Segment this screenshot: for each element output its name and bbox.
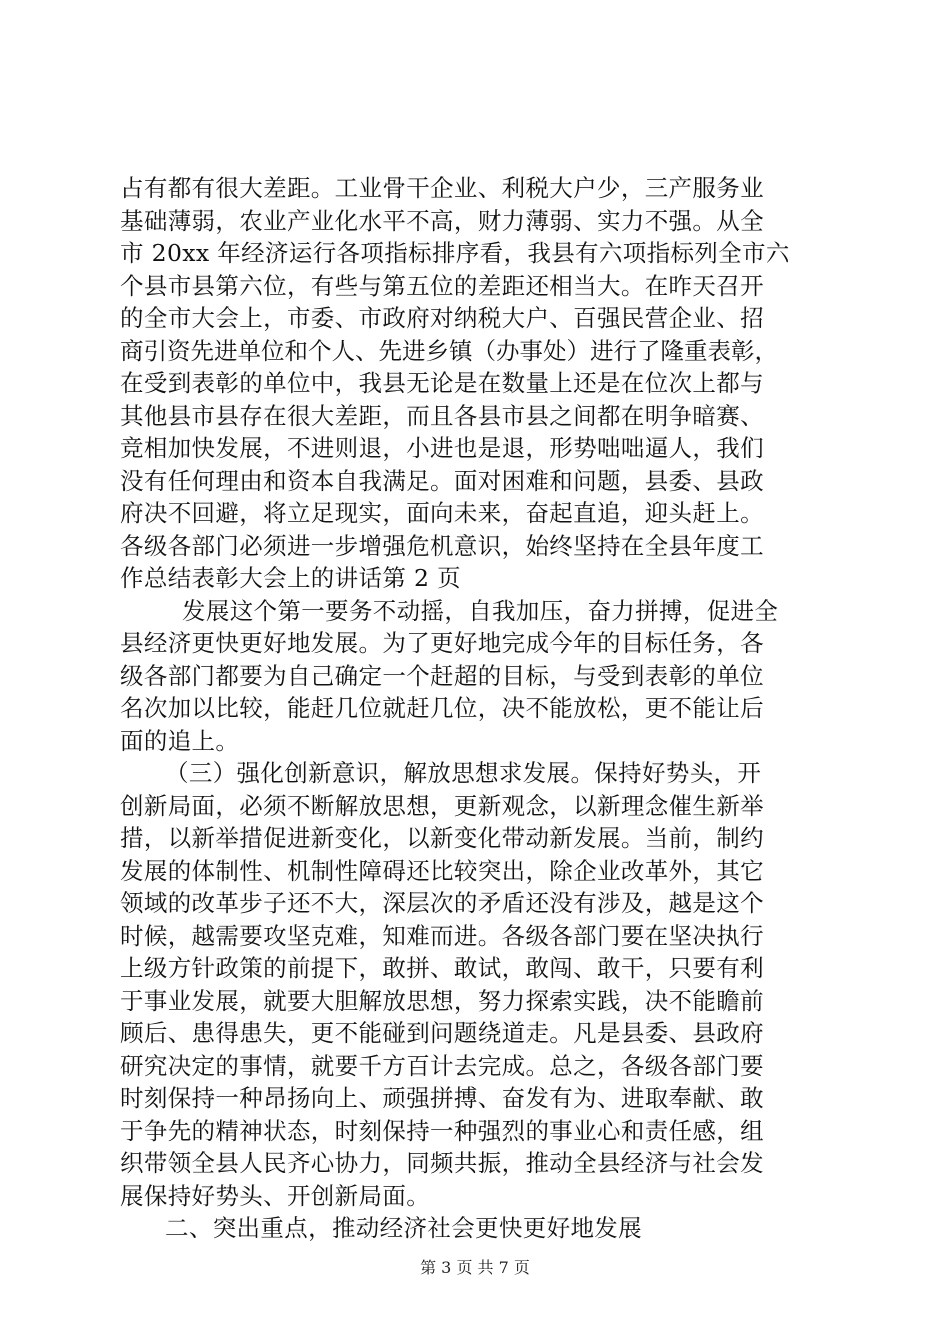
text-line: 创新局面，必须不断解放思想，更新观念，以新理念催生新举: [120, 791, 764, 820]
text-line: 于事业发展，就要大胆解放思想，努力探索实践，决不能瞻前: [120, 986, 764, 1015]
text-line: 各级各部门必须进一步增强危机意识，始终坚持在全县年度工: [120, 531, 764, 560]
text-line: 上级方针政策的前提下，敢拼、敢试，敢闯、敢干，只要有利: [120, 954, 764, 982]
text-line: 市 20xx 年经济运行各项指标排序看，我县有六项指标列全市六: [120, 239, 790, 267]
text-line: 占有都有很大差距。工业骨干企业、利税大户少，三产服务业: [120, 174, 764, 202]
document-body: [120, 172, 840, 1245]
text-line: 府决不回避，将立足现实，面向未来，奋起直追，迎头赶上。: [120, 499, 764, 527]
text-line: 竞相加快发展，不进则退，小进也是退，形势咄咄逼人，我们: [120, 434, 764, 462]
text-line: 个县市县第六位，有些与第五位的差距还相当大。在昨天召开: [120, 271, 764, 300]
paragraph-first-line: （三）强化创新意识，解放思想求发展。保持好势头，开: [165, 759, 762, 787]
text-line: 的全市大会上，市委、市政府对纳税大户、百强民营企业、招: [120, 304, 764, 332]
text-line: 于争先的精神状态，时刻保持一种强烈的事业心和责任感，组: [120, 1116, 764, 1145]
text-line: 商引资先进单位和个人、先进乡镇（办事处）进行了隆重表彰，: [120, 336, 778, 365]
text-line: 发展的体制性、机制性障碍还比较突出，除企业改革外，其它: [120, 856, 764, 885]
text-line: 研究决定的事情，就要千方百计去完成。总之，各级各部门要: [120, 1051, 764, 1080]
text-line: 织带领全县人民齐心协力，同频共振，推动全县经济与社会发: [120, 1149, 764, 1177]
section-heading: 二、突出重点，推动经济社会更快更好地发展: [165, 1214, 642, 1242]
text-line: 作总结表彰大会上的讲话第 2 页: [120, 564, 461, 592]
text-line: 展保持好势头、开创新局面。: [120, 1181, 431, 1210]
page-footer: 第 3 页 共 7 页: [420, 1258, 530, 1277]
text-line: 措，以新举措促进新变化，以新变化带动新发展。当前，制约: [120, 824, 764, 852]
text-line: 名次加以比较，能赶几位就赶几位，决不能放松，更不能让后: [120, 694, 764, 722]
text-line: 级各部门都要为自己确定一个赶超的目标，与受到表彰的单位: [120, 661, 764, 690]
text-line: 面的追上。: [120, 726, 240, 755]
text-line: 其他县市县存在很大差距，而且各县市县之间都在明争暗赛、: [120, 401, 764, 430]
text-line: 顾后、患得患失，更不能碰到问题绕道走。凡是县委、县政府: [120, 1019, 764, 1047]
text-line: 基础薄弱，农业产业化水平不高，财力薄弱、实力不强。从全: [120, 206, 764, 235]
text-line: 时候，越需要攻坚克难，知难而进。各级各部门要在坚决执行: [120, 921, 764, 950]
text-line: 在受到表彰的单位中，我县无论是在数量上还是在位次上都与: [120, 369, 764, 397]
text-line: 时刻保持一种昂扬向上、顽强拼搏、奋发有为、进取奉献、敢: [120, 1084, 764, 1112]
text-line: 没有任何理由和资本自我满足。面对困难和问题，县委、县政: [120, 466, 764, 495]
paragraph-first-line: 发展这个第一要务不动摇，自我加压，奋力拼搏，促进全: [182, 596, 779, 625]
text-line: 县经济更快更好地发展。为了更好地完成今年的目标任务，各: [120, 629, 764, 657]
text-line: 领域的改革步子还不大，深层次的矛盾还没有涉及，越是这个: [120, 889, 764, 917]
